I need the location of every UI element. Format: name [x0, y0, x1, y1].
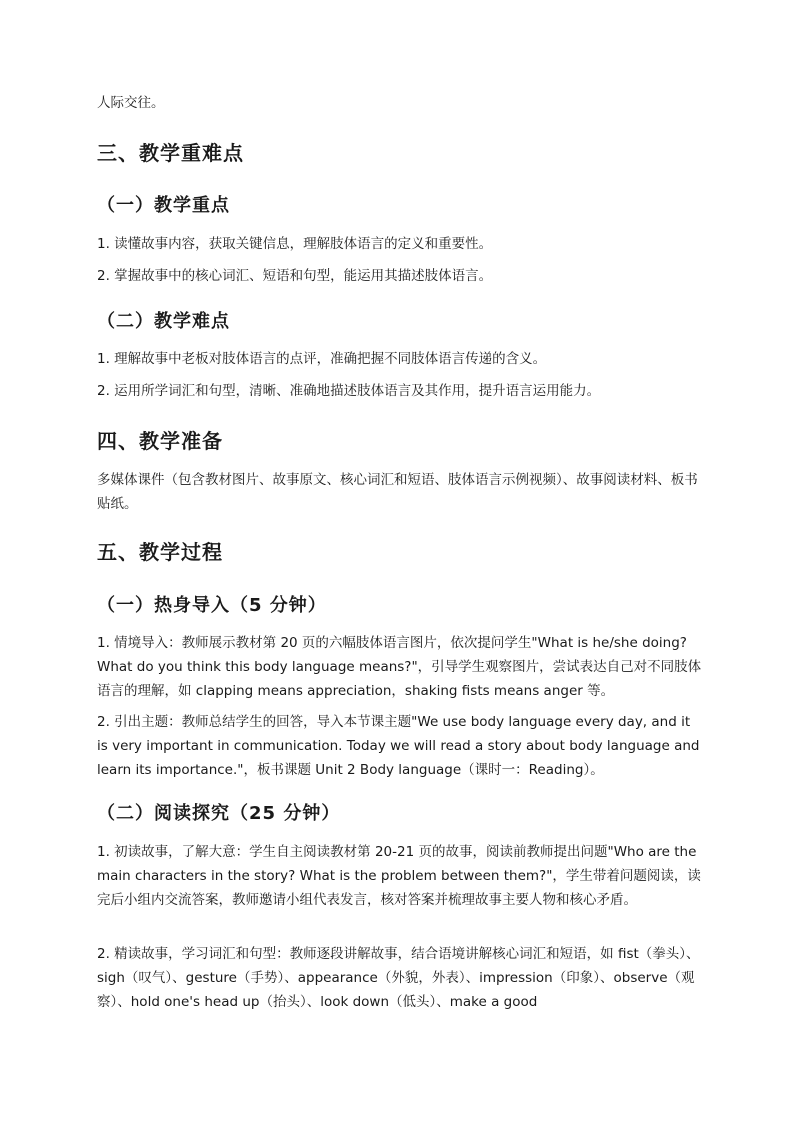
section-5-sub2-heading: （二）阅读探究（25 分钟）: [97, 803, 341, 824]
list-item: 2. 引出主题：教师总结学生的回答，导入本节课主题"We use body language every day, and it is very important in communication. Today we will read a story about body language and learn its importance."，板书课题 Unit 2 Body language（课时一：Reading）。: [97, 714, 700, 778]
section-3-sub1-heading: （一）教学重点: [97, 195, 230, 216]
list-item: 2. 掌握故事中的核心词汇、短语和句型，能运用其描述肢体语言。: [97, 268, 493, 284]
section-5-sub1-heading: （一）热身导入（5 分钟）: [97, 595, 327, 616]
intro-tail-text: 人际交往。: [97, 95, 165, 111]
section-5-heading: 五、教学过程: [97, 540, 223, 564]
list-item: 2. 运用所学词汇和句型，清晰、准确地描述肢体语言及其作用，提升语言运用能力。: [97, 383, 601, 399]
list-item: 1. 读懂故事内容，获取关键信息，理解肢体语言的定义和重要性。: [97, 236, 493, 252]
section-3-heading: 三、教学重难点: [97, 141, 244, 165]
section-4-heading: 四、教学准备: [97, 429, 223, 453]
list-item: 1. 初读故事，了解大意：学生自主阅读教材第 20-21 页的故事，阅读前教师提出问题"Who are the main characters in the story? What is the problem between them?"，学生带着问题阅读，读完后小组内交流答案，教师邀请小组代表发言，核对答案并梳理故事主要人物和核心矛盾。: [97, 844, 701, 908]
section-4-text: 多媒体课件（包含教材图片、故事原文、核心词汇和短语、肢体语言示例视频）、故事阅读材料、板书贴纸。: [97, 472, 698, 512]
list-item: 2. 精读故事，学习词汇和句型：教师逐段讲解故事，结合语境讲解核心词汇和短语，如 fist（拳头）、sigh（叹气）、gesture（手势）、appearance（外貌，外表）、impression（印象）、observe（观察）、hold one's head up（抬头）、look down（低头）、make a good: [97, 946, 700, 1010]
section-3-sub2-heading: （二）教学难点: [97, 311, 230, 332]
list-item: 1. 情境导入：教师展示教材第 20 页的六幅肢体语言图片，依次提问学生"What is he/she doing? What do you think this body language means?"，引导学生观察图片，尝试表达自己对不同肢体语言的理解，如 clapping means appreciation，shaking fists means anger 等。: [97, 635, 702, 699]
list-item: 1. 理解故事中老板对肢体语言的点评，准确把握不同肢体语言传递的含义。: [97, 351, 547, 367]
